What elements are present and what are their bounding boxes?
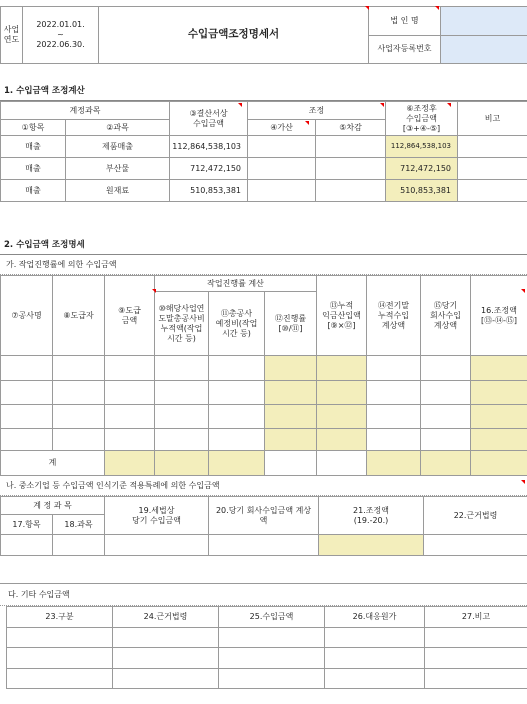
marker-icon bbox=[238, 103, 242, 107]
budget-header: ⑪총공사 예정비(작업 시간 등) bbox=[209, 292, 265, 356]
c27-header: 27.비고 bbox=[425, 607, 527, 628]
biz-no-label: 사업자등록번호 bbox=[369, 35, 441, 64]
section-2 bbox=[0, 232, 527, 556]
row-after: 510,853,381 bbox=[386, 180, 458, 202]
row-remark[interactable] bbox=[458, 158, 527, 180]
prev-header: ⑭전기말 누적수입 계상액 bbox=[367, 276, 421, 356]
marker-icon bbox=[521, 289, 525, 293]
curr-header: ⑮당기 회사수입 계상액 bbox=[421, 276, 471, 356]
period-value: 2022.01.01. ~ 2022.06.30. bbox=[23, 7, 99, 64]
proj-header: ⑦공사명 bbox=[1, 276, 53, 356]
progress-header: 작업진행률 계산 bbox=[155, 276, 317, 292]
remark-header: 비고 bbox=[458, 102, 527, 136]
n-company-header: 20.당기 회사수입금액 계상 액 bbox=[209, 497, 319, 535]
client-header: ⑧도급자 bbox=[53, 276, 105, 356]
corp-name-field[interactable] bbox=[441, 7, 527, 36]
n-subject-header: 18.과목 bbox=[53, 515, 105, 535]
table-row bbox=[1, 381, 527, 405]
c26-header: 26.대응원가 bbox=[325, 607, 425, 628]
marker-icon bbox=[365, 6, 369, 10]
row-remark[interactable] bbox=[458, 136, 527, 158]
n-item-header: 17.항목 bbox=[1, 515, 53, 535]
section-1 bbox=[0, 78, 527, 202]
table-row bbox=[1, 405, 527, 429]
section-3 bbox=[0, 583, 527, 704]
row-after: 112,864,538,103 bbox=[386, 136, 458, 158]
adjust-header: 조정 bbox=[248, 102, 386, 120]
c25-header: 25.수입금액 bbox=[219, 607, 325, 628]
row-settle[interactable]: 712,472,150 bbox=[170, 158, 248, 180]
form-header bbox=[0, 6, 527, 64]
row-add[interactable] bbox=[248, 136, 316, 158]
row-settle[interactable]: 510,853,381 bbox=[170, 180, 248, 202]
row-sub[interactable] bbox=[316, 180, 386, 202]
subsection-da-title: 다. 기타 수입금액 bbox=[0, 584, 527, 606]
table-row bbox=[1, 180, 527, 202]
sub-header: ⑤차감 bbox=[316, 120, 386, 136]
row-add[interactable] bbox=[248, 180, 316, 202]
rate-header: ⑫진행률 [⑩/⑪] bbox=[265, 292, 317, 356]
biz-no-field[interactable] bbox=[441, 35, 527, 64]
row-sub[interactable] bbox=[316, 158, 386, 180]
n-adj-header: 21.조정액 (19.-20.) bbox=[319, 497, 424, 535]
row-subject[interactable]: 제품매출 bbox=[66, 136, 170, 158]
item-header: ①항목 bbox=[1, 120, 66, 136]
table-row bbox=[7, 669, 527, 689]
table-row bbox=[1, 429, 527, 451]
n-tax-header: 19.세법상 당기 수입금액 bbox=[105, 497, 209, 535]
section-1-title: 1. 수입금액 조정계산 bbox=[0, 78, 527, 101]
row-item[interactable]: 매출 bbox=[1, 180, 66, 202]
section-2-title: 2. 수입금액 조정명세 bbox=[0, 232, 527, 255]
total-label: 계 bbox=[1, 451, 105, 476]
row-subject[interactable]: 부산물 bbox=[66, 158, 170, 180]
corp-name-label: 법 인 명 bbox=[369, 7, 441, 36]
n-law-header: 22.근거법령 bbox=[424, 497, 527, 535]
total-row bbox=[1, 451, 527, 476]
table-row bbox=[1, 356, 527, 381]
marker-icon bbox=[152, 289, 156, 293]
account-header: 계정과목 bbox=[1, 102, 170, 120]
marker-icon bbox=[447, 103, 451, 107]
n-account-header: 계 정 과 목 bbox=[1, 497, 105, 515]
table-row bbox=[7, 628, 527, 648]
cum-header: ⑬누적 익금산입액 [⑨×⑫] bbox=[317, 276, 367, 356]
row-subject[interactable]: 원재료 bbox=[66, 180, 170, 202]
period-label: 사업 연도 bbox=[1, 7, 23, 64]
row-item[interactable]: 매출 bbox=[1, 136, 66, 158]
cost-header: ⑩해당사업연 도말총공사비 누적액(작업 시간 등) bbox=[155, 292, 209, 356]
marker-icon bbox=[380, 103, 384, 107]
subsection-ga-title: 가. 작업진행률에 의한 수입금액 bbox=[0, 255, 527, 275]
row-add[interactable] bbox=[248, 158, 316, 180]
row-item[interactable]: 매출 bbox=[1, 158, 66, 180]
table-row bbox=[1, 158, 527, 180]
c24-header: 24.근거법령 bbox=[113, 607, 219, 628]
settle-header: ③결산서상 수입금액 bbox=[170, 102, 248, 136]
row-after: 712,472,150 bbox=[386, 158, 458, 180]
subsection-na-title: 나. 중소기업 등 수입금액 인식기준 적용특례에 의한 수입금액 bbox=[0, 476, 527, 496]
c23-header: 23.구분 bbox=[7, 607, 113, 628]
after-header: ⑥조정후 수입금액 [③+④-⑤] bbox=[386, 102, 458, 136]
adj-header: 16.조정액 [⑬-⑭-⑮] bbox=[471, 276, 527, 356]
row-remark[interactable] bbox=[458, 180, 527, 202]
table-row bbox=[7, 648, 527, 669]
subject-header: ②과목 bbox=[66, 120, 170, 136]
marker-icon bbox=[521, 480, 525, 484]
table-row bbox=[1, 136, 527, 158]
marker-icon bbox=[435, 6, 439, 10]
marker-icon bbox=[305, 121, 309, 125]
table-row bbox=[1, 535, 527, 556]
row-settle[interactable]: 112,864,538,103 bbox=[170, 136, 248, 158]
row-sub[interactable] bbox=[316, 136, 386, 158]
add-header: ④가산 bbox=[248, 120, 316, 136]
form-title: 수입금액조정명세서 bbox=[99, 7, 369, 64]
contract-header: ⑨도급 금액 bbox=[105, 276, 155, 356]
